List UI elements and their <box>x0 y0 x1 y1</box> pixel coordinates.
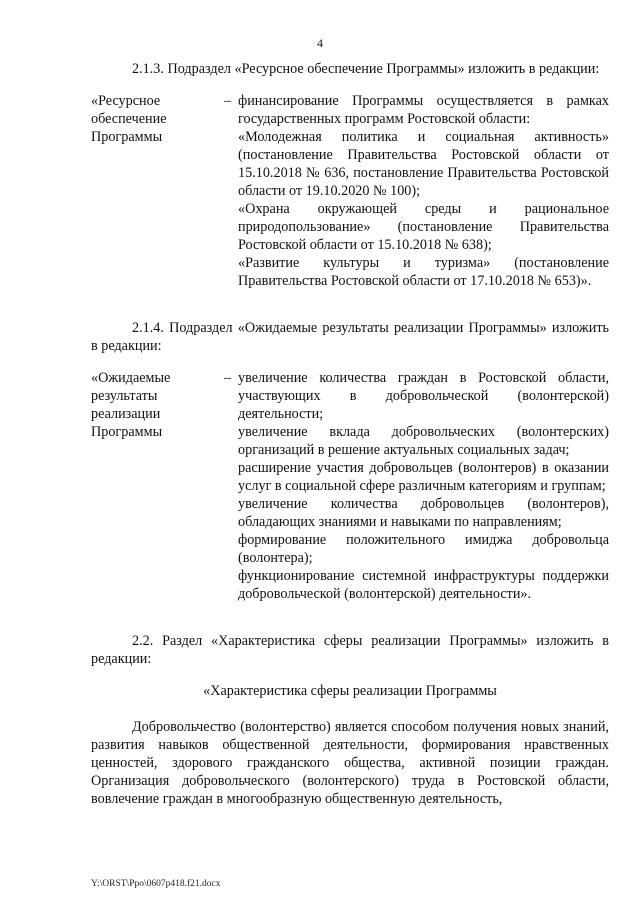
file-path-footer: Y:\ORST\Ppo\0607p418.f21.docx <box>91 879 221 889</box>
definition-dash: – <box>224 93 232 109</box>
section-title: «Характеристика сферы реализации Программы <box>203 683 497 699</box>
body-paragraph: Добровольчество (волонтерство) является способом получения новых знаний, развития навыков общественной деятельности, формирования нравственных ценностей, здорового гражданского общества, активной позиции граждан. Организация добровольческого (волонтерского) труда в Ростовской области, вовлечение граждан в многообразную общественную деятельность, <box>91 719 609 807</box>
definition-item: «Молодежная политика и социальная активность» (постановление Правительства Ростовской области от 15.10.2018 № 636, постановление Правительства Ростовской области от 19.10.2020 № 100); <box>238 129 609 199</box>
section-2-2-intro: 2.2. Раздел «Характеристика сферы реализации Программы» изложить в редакции: <box>91 633 609 667</box>
section-2-1-4-intro: 2.1.4. Подраздел «Ожидаемые результаты реализации Программы» изложить в редакции: <box>91 320 609 354</box>
definition-item: финансирование Программы осуществляется в рамках государственных программ Ростовской области: <box>238 93 609 127</box>
definition-item: увеличение количества добровольцев (волонтеров), обладающих знаниями и навыками по направлениям; <box>238 496 609 530</box>
definition-item: увеличение количества граждан в Ростовской области, участвующих в добровольческой (волонтерской) деятельности; <box>238 370 609 422</box>
section-2-1-3-intro: 2.1.3. Подраздел «Ресурсное обеспечение Программы» изложить в редакции: <box>132 61 600 77</box>
definition-item: функционирование системной инфраструктуры поддержки добровольческой (волонтерской) деятельности». <box>238 568 609 602</box>
definition-content <box>238 369 609 603</box>
definition-item: «Развитие культуры и туризма» (постановление Правительства Ростовской области от 17.10.2018 № 653)». <box>238 255 609 289</box>
document-body <box>91 60 609 808</box>
definition-content <box>238 92 609 290</box>
definition-item: формирование положительного имиджа добровольца (волонтера); <box>238 532 609 566</box>
expected-results-definition <box>91 369 609 603</box>
resource-provision-definition <box>91 92 609 290</box>
definition-label: «Ожидаемые результаты реализации Программы <box>91 370 171 440</box>
page-number: 4 <box>317 36 323 50</box>
definition-item: увеличение вклада добровольческих (волонтерских) организаций в решение актуальных социальных задач; <box>238 424 609 458</box>
definition-item: «Охрана окружающей среды и рациональное природопользование» (постановление Правительства Ростовской области от 15.10.2018 № 638); <box>238 201 609 253</box>
definition-label: «Ресурсное обеспечение Программы <box>91 93 167 145</box>
definition-item: расширение участия добровольцев (волонтеров) в оказании услуг в социальной сфере различным категориям и группам; <box>238 460 609 494</box>
definition-dash: – <box>224 370 232 386</box>
